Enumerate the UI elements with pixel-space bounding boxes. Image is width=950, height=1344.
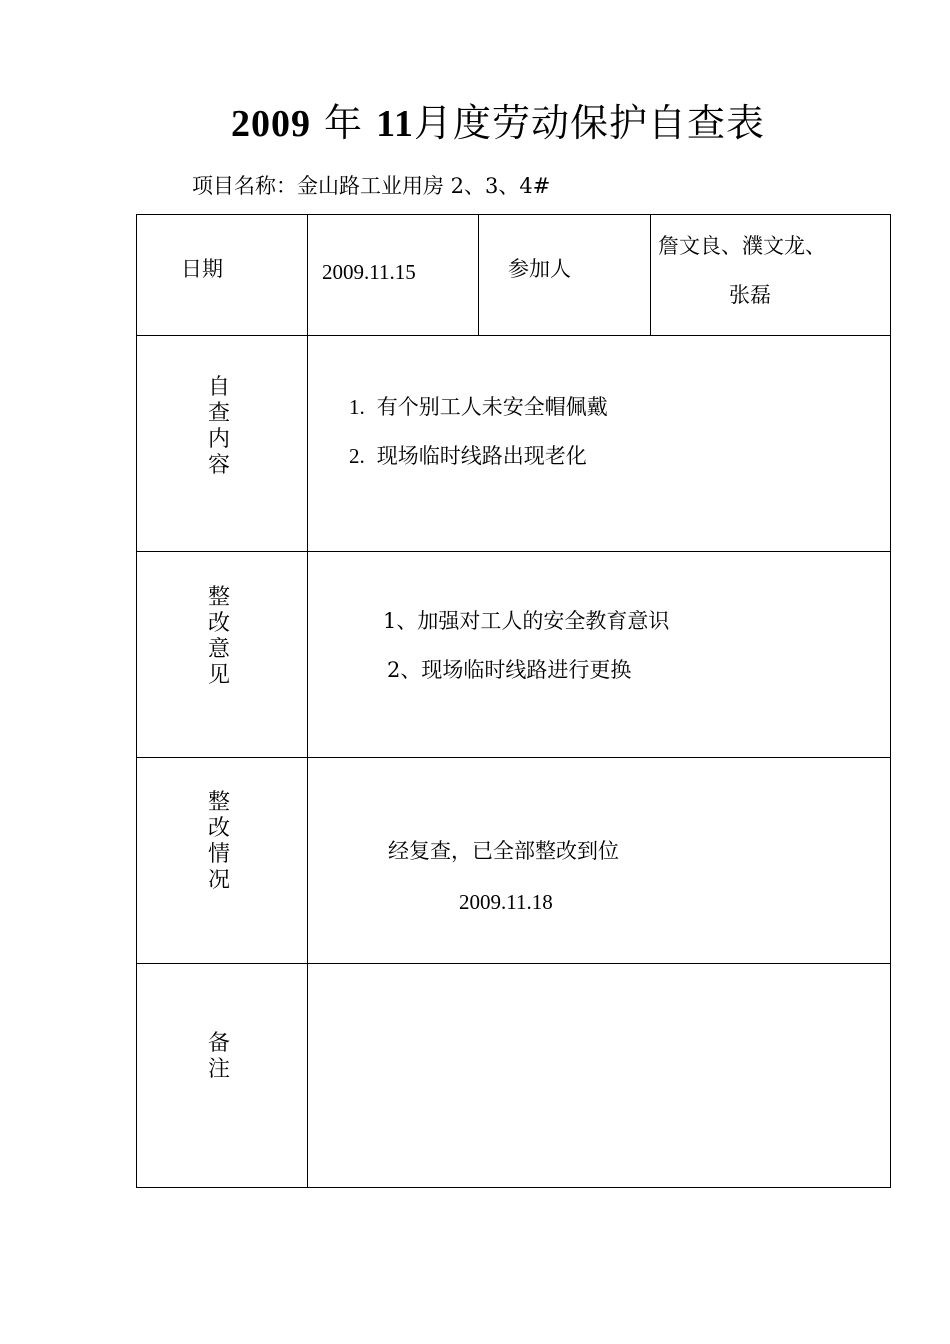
participants-line-1: 詹文良、濮文龙、: [658, 234, 826, 258]
rectification-status-text: 经复查，已全部整改到位: [388, 839, 619, 863]
inspection-table: [136, 214, 891, 1188]
project-name: 项目名称：金山路工业用房 2、3、4#: [192, 174, 551, 198]
row-divider: [137, 335, 890, 336]
self-check-label: 自查内容: [207, 375, 230, 478]
page-title: 2009 年 11月度劳动保护自查表: [230, 101, 766, 145]
remarks-label: 备注: [207, 1031, 230, 1082]
participants-line-2: 张磊: [729, 283, 771, 307]
participants-label: 参加人: [508, 257, 571, 281]
row-divider: [137, 963, 890, 964]
row-divider: [137, 551, 890, 552]
column-divider: [307, 215, 308, 1188]
rectification-opinion-label: 整改意见: [207, 585, 230, 688]
rectification-opinion-line: 2、现场临时线路进行更换: [387, 658, 632, 682]
self-check-item: 1. 有个别工人未安全帽佩戴: [349, 395, 608, 419]
row-divider: [137, 757, 890, 758]
self-check-item: 2. 现场临时线路出现老化: [349, 444, 587, 468]
rectification-opinion-line: 1、加强对工人的安全教育意识: [383, 609, 670, 633]
rectification-status-label: 整改情况: [207, 790, 230, 893]
column-divider: [650, 215, 651, 335]
rectification-status-date: 2009.11.18: [459, 890, 553, 914]
date-value: 2009.11.15: [322, 260, 416, 284]
date-label: 日期: [181, 257, 223, 281]
column-divider: [478, 215, 479, 335]
